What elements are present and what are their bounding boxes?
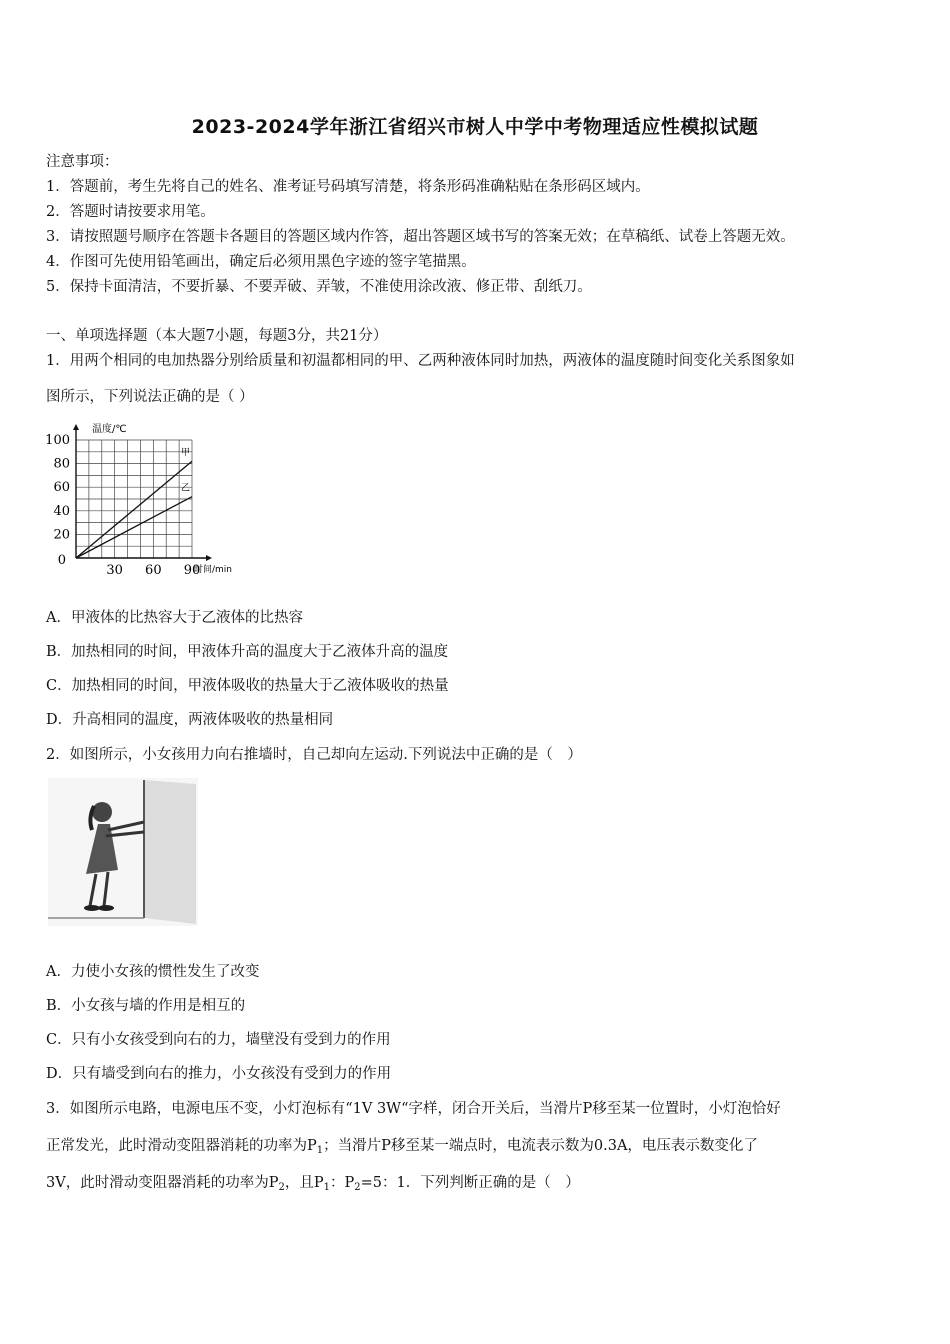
wall	[144, 780, 196, 924]
q3-subscript: 1	[316, 1145, 324, 1156]
q3-text: ：P	[329, 1175, 355, 1191]
y-tick-label: 80	[53, 456, 70, 472]
x-axis-label: 时间/min	[194, 565, 233, 575]
question-1-option-c[interactable]: C．加热相同的时间，甲液体吸收的热量大于乙液体吸收的热量	[46, 678, 449, 694]
chart-ticks	[45, 422, 232, 578]
notice-item: 1．答题前，考生先将自己的姓名、准考证号码填写清楚，将条形码准确粘贴在条形码区域内。	[46, 179, 650, 195]
question-1-option-a[interactable]: A．甲液体的比热容大于乙液体的比热容	[46, 610, 303, 626]
notice-item: 5．保持卡面清洁，不要折暴、不要弄破、弄皱，不准使用涂改液、修正带、刮纸刀。	[46, 279, 592, 295]
q3-text: ，且P	[284, 1175, 324, 1191]
y-tick-label: 60	[53, 480, 70, 496]
notice-heading: 注意事项：	[46, 154, 119, 170]
y-axis-arrow	[73, 424, 79, 430]
chart-grid	[76, 440, 192, 558]
q3-subscript: 2	[354, 1182, 361, 1193]
question-1-stem-cont: 图所示，下列说法正确的是（ ）	[46, 389, 254, 405]
y-tick-label: 100	[45, 433, 70, 448]
notice-item: 2．答题时请按要求用笔。	[46, 204, 215, 220]
question-1-option-b[interactable]: B．加热相同的时间，甲液体升高的温度大于乙液体升高的温度	[46, 644, 449, 660]
x-tick-label: 60	[145, 563, 162, 578]
q3-text: =5：1．下列判断正确的是（ ）	[360, 1175, 580, 1191]
girl-shoe	[98, 905, 114, 911]
question-3-stem-cont	[46, 1173, 580, 1198]
x-axis-arrow	[206, 555, 212, 561]
girl-head	[92, 802, 112, 822]
y-tick-label: 20	[53, 527, 70, 543]
q3-text: 正常发光，此时滑动变阻器消耗的功率为P	[46, 1138, 317, 1154]
girl-shoe	[84, 905, 100, 911]
notice-item: 4．作图可先使用铅笔画出，确定后必须用黑色字迹的签字笔描黑。	[46, 254, 476, 270]
temperature-time-chart	[40, 420, 245, 580]
question-2-option-d[interactable]: D．只有墙受到向右的推力，小女孩没有受到力的作用	[46, 1066, 392, 1082]
question-2-stem: 2．如图所示，小女孩用力向右推墙时，自己却向左运动.下列说法中正确的是（ ）	[46, 747, 582, 763]
question-2-option-a[interactable]: A．力使小女孩的惯性发生了改变	[46, 964, 260, 980]
q3-text: ；当滑片P移至某一端点时，电流表示数为0.3A，电压表示数变化了	[323, 1138, 758, 1154]
q3-text: 3V，此时滑动变阻器消耗的功率为P	[46, 1175, 279, 1191]
chart-axes	[73, 424, 212, 561]
question-2-option-c[interactable]: C．只有小女孩受到向右的力，墙壁没有受到力的作用	[46, 1032, 391, 1048]
question-3-stem-cont	[46, 1136, 758, 1161]
y-tick-label: 40	[53, 503, 70, 519]
question-2-option-b[interactable]: B．小女孩与墙的作用是相互的	[46, 998, 246, 1014]
series-line-甲	[76, 461, 192, 558]
girl-pushing-wall-illustration	[48, 778, 198, 926]
x-tick-label: 30	[106, 563, 123, 578]
q3-subscript: 1	[323, 1182, 330, 1193]
question-1-option-d[interactable]: D．升高相同的温度，两液体吸收的热量相同	[46, 712, 334, 728]
question-1-stem: 1．用两个相同的电加热器分别给质量和初温都相同的甲、乙两种液体同时加热，两液体的温度随时间变化关系图象如	[46, 353, 795, 369]
origin-label: 0	[57, 553, 66, 568]
series-label: 乙	[180, 483, 190, 494]
page-title: 2023-2024学年浙江省绍兴市树人中学中考物理适应性模拟试题	[191, 116, 759, 138]
x-tick-label: 90	[183, 563, 201, 578]
y-axis-label: 温度/℃	[92, 424, 127, 435]
series-line-乙	[76, 497, 192, 558]
question-3-stem: 3．如图所示电路，电源电压不变，小灯泡标有“1V 3W“字样，闭合开关后，当滑片P移至某一位置时，小灯泡恰好	[46, 1101, 781, 1117]
notice-item: 3．请按照题号顺序在答题卡各题目的答题区域内作答，超出答题区域书写的答案无效；在草稿纸、试卷上答题无效。	[46, 229, 795, 245]
series-label: 甲	[180, 448, 190, 459]
section-heading: 一、单项选择题（本大题7小题，每题3分，共21分）	[46, 328, 388, 344]
q3-subscript: 2	[278, 1182, 285, 1193]
